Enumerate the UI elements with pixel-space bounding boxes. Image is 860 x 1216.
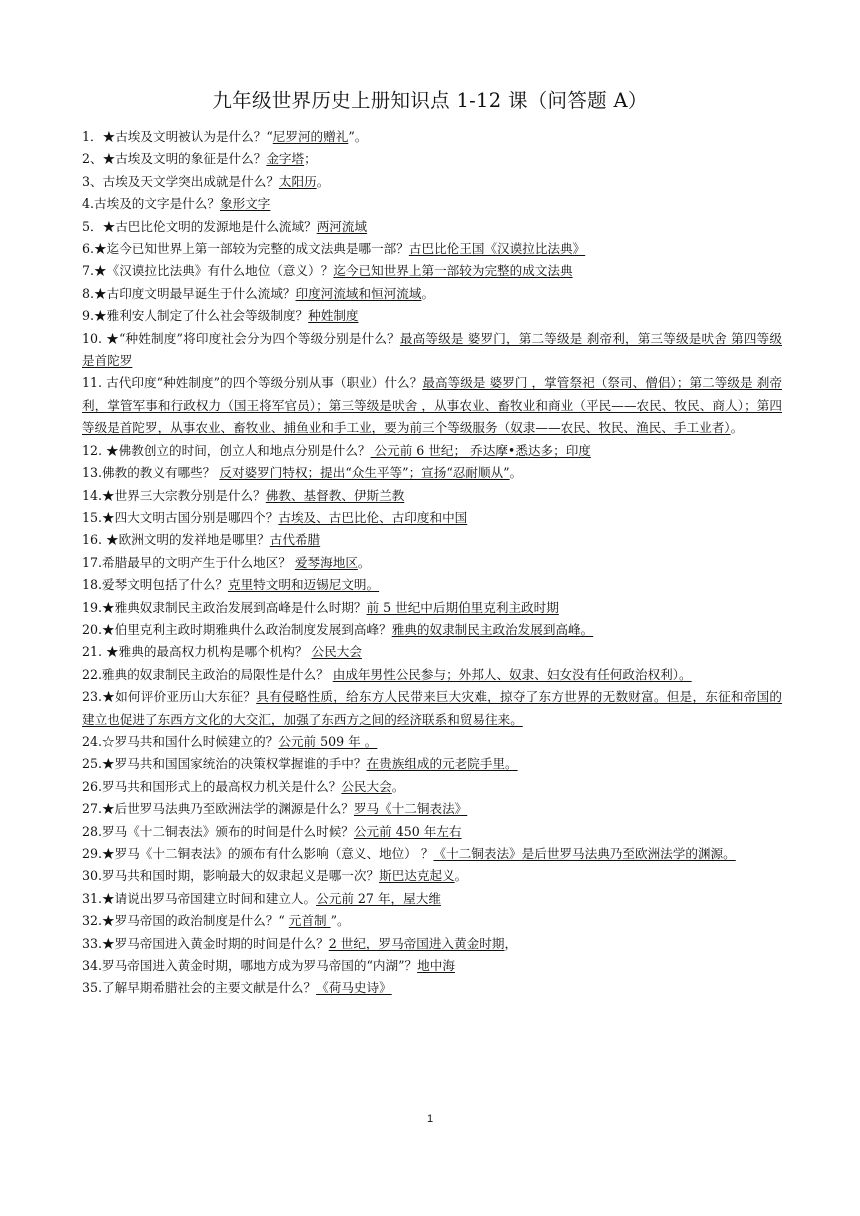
answer-text: 最高等级是 婆罗门 ，掌管祭祀（祭司、僧侣）；第二等级是 刹帝利，掌管军事和行政权力（国王将军官员）；第三等级是吠舍 ，从事农业、畜牧业和商业（平民——农民、牧民、商人）；第四等级是首陀罗，从事农业、畜牧业、捕鱼业和手工业，要为前三个等级服务（奴隶——农民、牧民、渔民、手工业者） [82, 375, 782, 436]
answer-text: 公元前 27 年，屋大维 [316, 890, 441, 906]
question-text: 34.罗马帝国进入黄金时期，哪地方成为罗马帝国的“内湖”？ [82, 958, 418, 974]
answer-text: 由成年男性公民参与；外邦人、奴隶、妇女没有任何政治权利）。 [332, 666, 692, 682]
question-item [82, 597, 782, 619]
question-text: 1．★古埃及文明被认为是什么？“ [82, 129, 273, 144]
question-item [82, 843, 782, 865]
question-text: 7.★《汉谟拉比法典》有什么地位（意义）？ [82, 263, 334, 279]
question-text: 13.佛教的教义有哪些？ [82, 465, 220, 481]
answer-text: 两河流域 [316, 218, 368, 234]
question-text: 14.★世界三大宗教分别是什么？ [82, 487, 266, 503]
answer-text: 斯巴达克起义 [379, 868, 455, 884]
answer-text: 克里特文明和迈锡尼文明。 [227, 577, 380, 593]
question-text: 8.★古印度文明最早诞生于什么流域？ [82, 285, 296, 301]
answer-text: 雅典的奴隶制民主政治发展到高峰。 [391, 621, 594, 637]
question-text: 22.雅典的奴隶制民主政治的局限性是什么？ [82, 666, 333, 682]
question-text: 28.罗马《十二铜表法》颁布的时间是什么时候？ [82, 823, 354, 839]
question-item [82, 529, 782, 551]
answer-text: 金字塔 [266, 151, 305, 167]
question-text: 24.☆罗马共和国什么时候建立的？ [82, 733, 279, 749]
question-item [82, 910, 782, 932]
answer-text: 在贵族组成的元老院手里。 [366, 756, 518, 772]
question-text: 29.★罗马《十二铜表法》的颁布有什么影响（意义、地位） ？ [82, 846, 434, 861]
answer-suffix: 。 [730, 420, 744, 436]
answer-text: 前 5 世纪中后期伯里克利主政时期 [366, 599, 559, 615]
question-item [82, 664, 782, 686]
question-text: 26.罗马共和国形式上的最高权力机关是什么？ [82, 778, 342, 794]
question-text: 12. ★佛教创立的时间，创立人和地点分别是什么？ [82, 442, 371, 458]
question-text: 33.★罗马帝国进入黄金时期的时间是什么？ [82, 935, 329, 951]
answer-text: 古巴比伦王国《汉谟拉比法典》 [408, 241, 586, 257]
question-text: 16. ★欧洲文明的发祥地是哪里？ [82, 532, 270, 548]
answer-text: 公民大会 [341, 778, 392, 794]
question-text: 11. 古代印度“种姓制度”的四个等级分别从事（职业）什么？ [82, 375, 423, 391]
question-text: 31.★请说出罗马帝国建立时间和建立人。 [82, 890, 317, 906]
answer-suffix: ”。 [330, 913, 350, 929]
question-item [82, 305, 782, 327]
answer-suffix: 。 [454, 868, 468, 884]
answer-suffix: 。 [509, 465, 523, 481]
question-text: 5．★古巴比伦文明的发源地是什么流域？ [82, 218, 317, 234]
question-item [82, 574, 782, 596]
page-number: 1 [426, 1113, 434, 1125]
question-text: 23.★如何评价亚历山大东征？ [82, 689, 257, 705]
answer-suffix: 。 [316, 173, 330, 189]
question-item [82, 821, 782, 843]
question-text: 2、★古埃及文明的象征是什么？ [82, 151, 267, 167]
answer-text: 具有侵略性质，给东方人民带来巨大灾难，掠夺了东方世界的无数财富。但是，东征和帝国的建立也促进了东西方文化的大交汇，加强了东西方之间的经济联系和贸易往来。 [82, 689, 783, 727]
answer-suffix: ”。 [348, 129, 368, 144]
question-item [82, 776, 782, 798]
answer-text: 最高等级是 婆罗门，第二等级是 刹帝利，第三等级是吠舍 第四等级是首陀罗 [82, 330, 782, 369]
question-text: 10. ★“种姓制度”将印度社会分为四个等级分别是什么？ [82, 330, 400, 346]
question-text: 25.★罗马共和国国家统治的决策权掌握谁的手中？ [82, 756, 367, 772]
question-list [82, 126, 782, 1000]
question-item [82, 933, 782, 955]
question-item [82, 977, 782, 999]
question-item [82, 216, 782, 238]
question-item [82, 753, 782, 775]
answer-text: 古代希腊 [269, 532, 321, 548]
answer-text: 公元前 6 世纪； 乔达摩•悉达多；印度 [370, 442, 591, 458]
question-item [82, 193, 782, 215]
answer-text: 太阳历 [278, 173, 317, 189]
question-item [82, 260, 782, 282]
answer-text: 《荷马史诗》 [316, 980, 392, 996]
answer-text: 公元前 450 年左右 [353, 823, 462, 839]
question-item [82, 283, 782, 305]
answer-text: 佛教、基督教、伊斯兰教 [265, 487, 405, 503]
page-title: 九年级世界历史上册知识点 1-12 课（问答题 A） [212, 89, 648, 112]
question-text: 32.★罗马帝国的政治制度是什么？“ [82, 913, 289, 929]
answer-text: 2 世纪，罗马帝国进入黄金时期 [328, 935, 505, 951]
question-text: 17.希腊最早的文明产生于什么地区？ [82, 554, 295, 570]
question-item [82, 798, 782, 820]
answer-text: 迄今已知世界上第一部较为完整的成文法典 [333, 263, 573, 279]
answer-text: 种姓制度 [308, 308, 359, 324]
question-item [82, 126, 782, 148]
answer-suffix: 。 [357, 554, 371, 570]
answer-text: 古埃及、古巴比伦、古印度和中国 [278, 509, 468, 525]
answer-suffix: ； [304, 151, 317, 167]
question-item [82, 507, 782, 529]
question-text: 15.★四大文明古国分别是哪四个？ [82, 509, 279, 525]
answer-suffix: ， [504, 935, 518, 951]
answer-text: 罗马《十二铜表法》 [353, 801, 468, 817]
answer-text: 尼罗河的赠礼 [272, 129, 349, 144]
question-item [82, 440, 782, 462]
answer-text: 印度河流域和恒河流域 [295, 285, 422, 301]
answer-text: 元首制 [288, 913, 331, 929]
question-text: 18.爱琴文明包括了什么？ [82, 577, 228, 593]
question-item [82, 462, 782, 484]
question-text: 19.★雅典奴隶制民主政治发展到高峰是什么时期？ [82, 599, 367, 615]
question-text: 9.★雅利安人制定了什么社会等级制度？ [82, 308, 309, 324]
answer-text: 爱琴海地区 [294, 554, 358, 570]
answer-suffix: 。 [421, 285, 435, 301]
answer-text: 地中海 [417, 958, 455, 974]
question-item [82, 731, 782, 753]
question-item [82, 686, 782, 731]
question-item [82, 865, 782, 887]
question-item [82, 552, 782, 574]
question-text: 3、古埃及天文学突出成就是什么？ [82, 173, 279, 189]
question-item [82, 485, 782, 507]
question-text: 20.★伯里克利主政时期雅典什么政治制度发展到高峰？ [82, 621, 392, 637]
question-text: 35.了解早期希腊社会的主要文献是什么？ [82, 980, 317, 996]
question-text: 6.★迄今已知世界上第一部较为完整的成文法典是哪一部？ [82, 241, 409, 257]
question-item [82, 328, 782, 373]
question-item [82, 888, 782, 910]
answer-text: 公元前 509 年 。 [278, 733, 378, 749]
answer-text: 《十二铜表法》是后世罗马法典乃至欧洲法学的渊源。 [433, 846, 736, 861]
question-text: 4.古埃及的文字是什么？ [82, 196, 220, 212]
question-item [82, 372, 782, 439]
question-item [82, 238, 782, 260]
question-item [82, 955, 782, 977]
question-item [82, 619, 782, 641]
question-item [82, 148, 782, 170]
answer-text: 反对婆罗门特权；提出“众生平等”；宣扬“忍耐顺从” [219, 465, 510, 481]
answer-text: 公民大会 [311, 644, 362, 660]
answer-text: 象形文字 [219, 196, 271, 212]
question-text: 27.★后世罗马法典乃至欧洲法学的渊源是什么？ [82, 801, 354, 817]
question-item [82, 171, 782, 193]
question-item [82, 641, 782, 663]
question-text: 30.罗马共和国时期，影响最大的奴隶起义是哪一次？ [82, 868, 380, 884]
question-text: 21. ★雅典的最高权力机构是哪个机构？ [82, 644, 312, 660]
answer-suffix: 。 [391, 778, 405, 794]
